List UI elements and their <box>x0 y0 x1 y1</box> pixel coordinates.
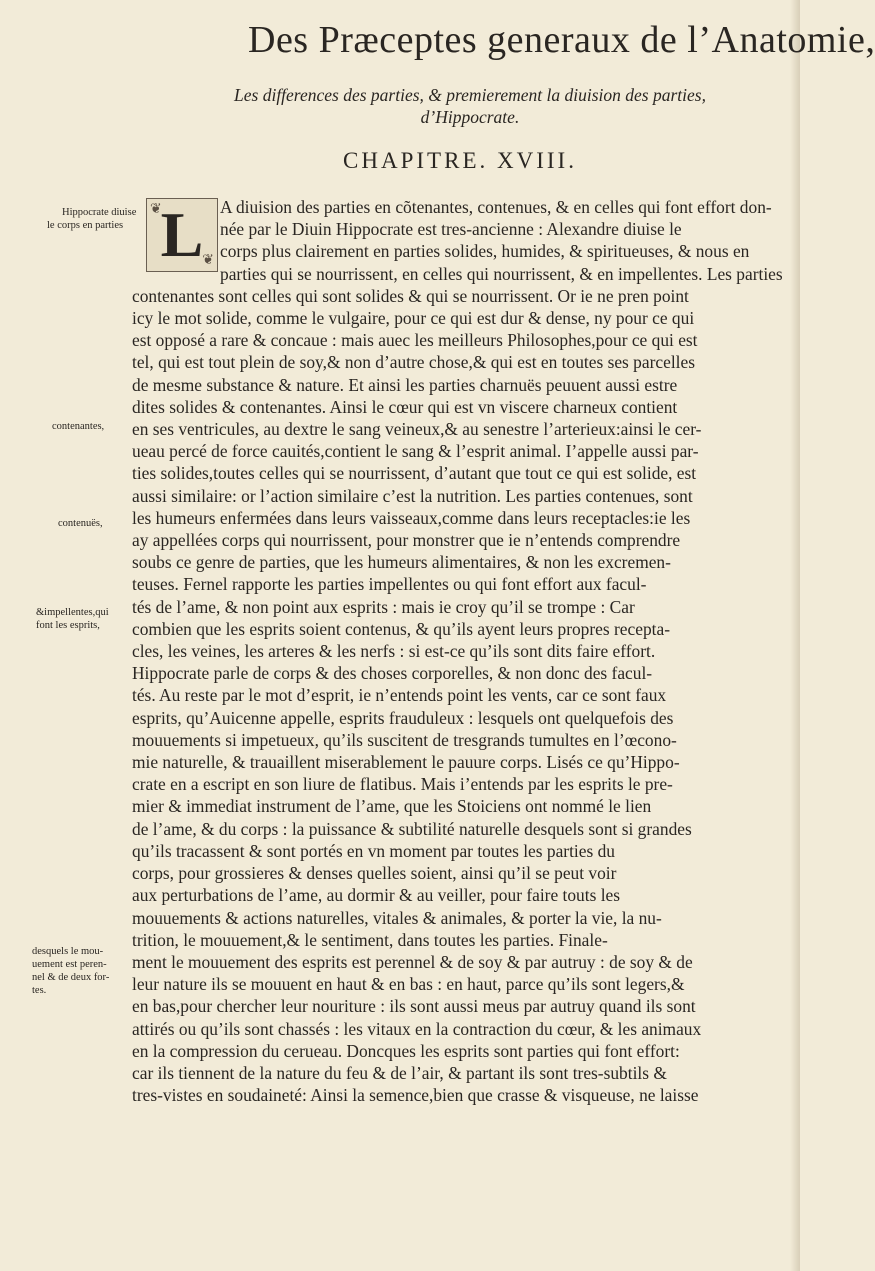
text-line: de l’ame, & du corps : la puissance & subtilité naturelle desquels sont si grandes <box>132 818 692 839</box>
text-line: combien que les esprits soient contenus, & qu’ils ayent leurs propres recepta- <box>132 618 670 639</box>
text-line: mouuements si impetueux, qu’ils suscitent de tresgrands tumultes en l’œcono- <box>132 729 677 750</box>
text-line: attirés ou qu’ils sont chassés : les vitaux en la contraction du cœur, & les animaux <box>132 1018 702 1039</box>
text-line: de mesme substance & nature. Et ainsi les parties charnuës peuuent aussi estre <box>132 374 678 395</box>
text-line: teuses. Fernel rapporte les parties impellentes ou qui font effort aux facul- <box>132 574 647 595</box>
text-line: mie naturelle, & trauaillent miserablement le pauure corps. Lisés ce qu’Hippo- <box>132 752 680 773</box>
text-line: tés de l’ame, & non point aux esprits : mais ie croy qu’il se trompe : Car <box>132 596 635 617</box>
text-line: ties solides,toutes celles qui se nourrissent, d’autant que tout ce qui est solide, est <box>132 463 697 484</box>
text-line: soubs ce genre de parties, que les humeurs alimentaires, & non les excremen- <box>132 552 671 573</box>
text-line: tel, qui est tout plein de soy,& non d’autre chose,& qui est en toutes ses parcelles <box>132 352 695 373</box>
ornament-flourish-icon: ❦ <box>202 253 214 268</box>
text-line: les humeurs enfermées dans leurs vaisseaux,comme dans leurs receptacles:ie les <box>132 507 691 528</box>
text-line: trition, le mouuement,& le sentiment, dans toutes les parties. Finale- <box>132 929 608 950</box>
chapter-heading: CHAPITRE. XVIII. <box>343 148 577 173</box>
text-line: ay appellées corps qui nourrissent, pour monstrer que ie n’entends comprendre <box>132 530 681 551</box>
text-line: icy le mot solide, comme le vulgaire, pour ce qui est dur & dense, ny pour ce qui <box>132 308 695 329</box>
text-line: corps plus clairement en parties solides, humides, & spiritueuses, & nous en <box>220 241 750 262</box>
text-line: aussi similaire: or l’action similaire c’est la nutrition. Les parties contenues, sont <box>132 485 693 506</box>
margin-note: font les esprits, <box>36 620 100 631</box>
text-line: en ses ventricules, au dextre le sang veineux,& au senestre l’arterieux:ainsi le cer- <box>132 419 702 440</box>
margin-note: nel & de deux for- <box>32 972 110 983</box>
text-line: ment le mouuement des esprits est perennel & de soy & par autruy : de soy & de <box>132 951 693 972</box>
margin-note: contenuës, <box>58 518 103 529</box>
text-line: aux perturbations de l’ame, au dormir & au veiller, pour faire touts les <box>132 885 621 906</box>
running-head: Des Præceptes generaux de l’Anatomie, <box>248 19 875 61</box>
text-line: cles, les veines, les arteres & les nerfs : si est-ce qu’ils sont dits faire effort. <box>132 641 656 662</box>
margin-note: contenantes, <box>52 421 105 432</box>
margin-note: uement est peren- <box>32 959 107 970</box>
text-line: contenantes sont celles qui sont solides & qui se nourrissent. Or ie ne pren point <box>132 285 689 306</box>
ornament-flourish-icon: ❦ <box>150 202 162 217</box>
text-line: en bas,pour chercher leur nouriture : ils sont aussi meus par autruy quand ils sont <box>132 996 696 1017</box>
chapter-subtitle <box>200 84 740 128</box>
drop-cap-letter: L <box>160 199 204 270</box>
subtitle-line-2: d’Hippocrate. <box>420 107 520 127</box>
text-line: mouuements & actions naturelles, vitales & animales, & porter la vie, la nu- <box>132 907 662 928</box>
margin-note: tes. <box>32 985 47 996</box>
text-line: car ils tiennent de la nature du feu & de l’air, & partant ils sont tres-subtils & <box>132 1062 667 1083</box>
text-line: esprits, qu’Auicenne appelle, esprits frauduleux : lesquels ont quelquefois des <box>132 707 674 728</box>
text-line: dites solides & contenantes. Ainsi le cœur qui est vn viscere charneux contient <box>132 396 678 417</box>
text-line: mier & immediat instrument de l’ame, que les Stoiciens ont nommé le lien <box>132 796 652 817</box>
page-edge <box>790 0 800 1271</box>
margin-note: Hippocrate diuise <box>62 207 137 218</box>
text-line: corps, pour grossieres & denses quelles soient, ainsi qu’il se peut voir <box>132 863 617 884</box>
text-line: tés. Au reste par le mot d’esprit, ie n’entends point les vents, car ce sont faux <box>132 685 667 706</box>
margin-note: &impellentes,qui <box>36 607 109 618</box>
text-line: Hippocrate parle de corps & des choses corporelles, & non donc des facul- <box>132 663 653 684</box>
body-text <box>132 196 783 1106</box>
text-line: ueau percé de force cauités,contient le sang & l’esprit animal. I’appelle aussi par- <box>132 441 699 462</box>
text-line: tres-vistes en soudaineté: Ainsi la semence,bien que crasse & visqueuse, ne laisse <box>132 1085 699 1106</box>
text-line: est opposé a rare & concaue : mais auec les meilleurs Philosophes,pour ce qui est <box>132 330 698 351</box>
subtitle-line-1: Les differences des parties, & premierement la diuision des parties, <box>234 85 706 105</box>
text-line: A diuision des parties en cõtenantes, contenues, & en celles qui font effort don- <box>220 197 772 217</box>
text-line: en la compression du cerueau. Doncques les esprits sont parties qui font effort: <box>132 1040 680 1061</box>
margin-note: le corps en parties <box>47 220 124 231</box>
text-line: née par le Diuin Hippocrate est tres-ancienne : Alexandre diuise le <box>220 219 682 240</box>
text-line: qu’ils tracassent & sont portés en vn moment par toutes les parties du <box>132 840 615 861</box>
text-line: crate en a escript en son liure de flatibus. Mais i’entends par les esprits le pre- <box>132 774 673 795</box>
margin-note: desquels le mou- <box>32 946 104 957</box>
text-line: leur nature ils se mouuent en haut & en bas : en haut, parce qu’ils sont legers,& <box>132 974 685 995</box>
text-line: parties qui se nourrissent, en celles qui nourrissent, & en impellentes. Les parties <box>220 263 783 284</box>
